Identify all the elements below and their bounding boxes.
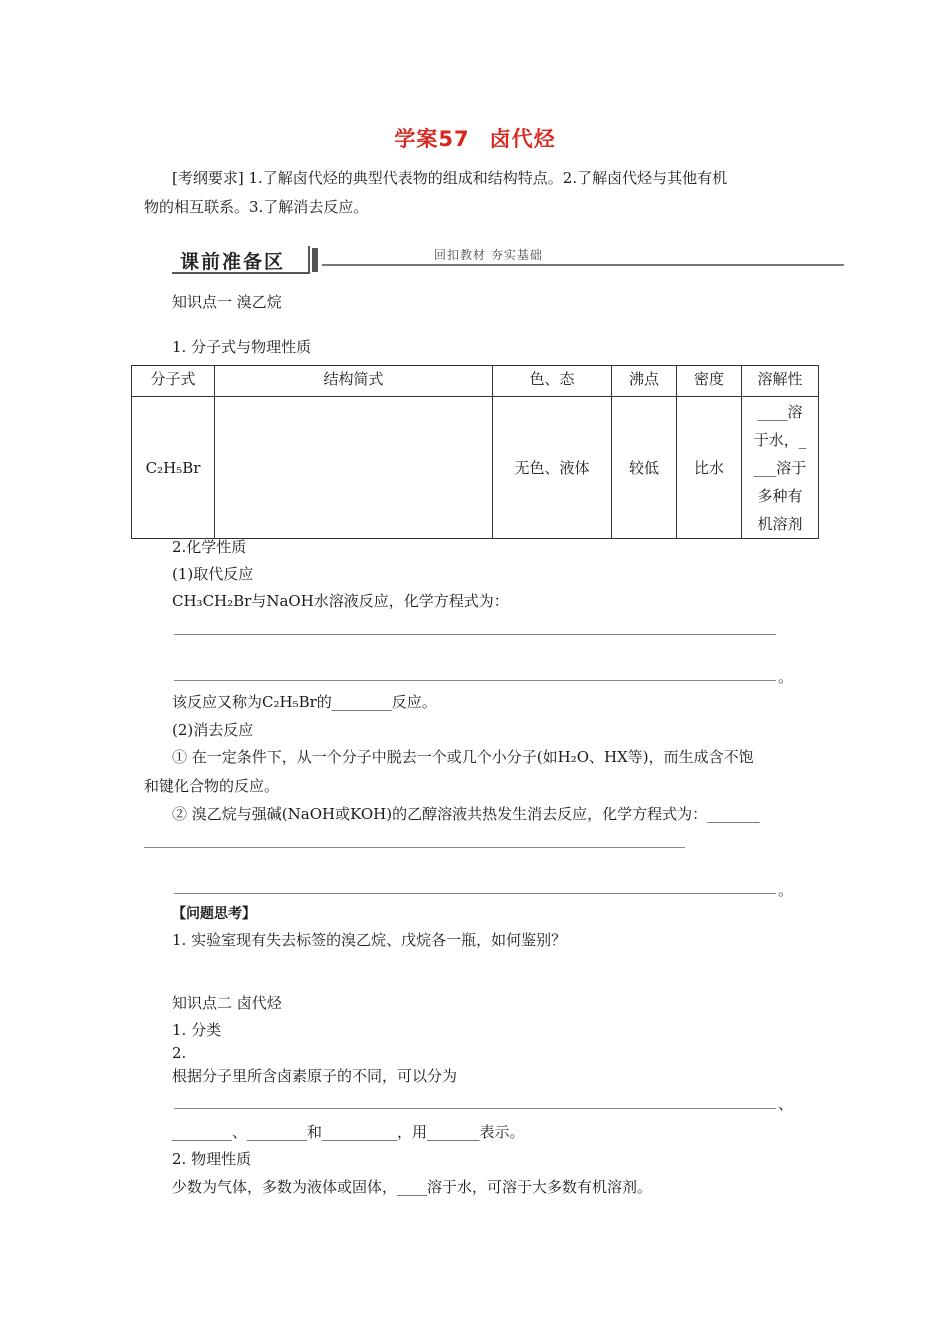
cell-formula: C₂H₅Br <box>132 397 215 539</box>
period-2: 。 <box>778 881 794 899</box>
th-formula: 分子式 <box>132 366 215 397</box>
kp1-heading: 知识点一 溴乙烷 <box>172 293 282 311</box>
table-row <box>132 397 819 539</box>
page-title: 学案57 卤代烃 <box>394 127 556 151</box>
th-color-state: 色、态 <box>493 366 612 397</box>
cell-color-state: 无色、液体 <box>493 397 612 539</box>
answer-line-5[interactable] <box>174 1108 776 1109</box>
cell-solubility: ____溶 于水，_ ___溶于 多种有 机溶剂 <box>742 397 819 539</box>
th-boiling: 沸点 <box>612 366 677 397</box>
kp1-sub1-also: 该反应又称为C₂H₅Br的________反应。 <box>172 693 437 711</box>
cell-boiling: 较低 <box>612 397 677 539</box>
kp2-heading: 知识点二 卤代烃 <box>172 994 282 1012</box>
answer-line-3[interactable] <box>144 847 685 848</box>
elimination-definition: ① 在一定条件下，从一个分子中脱去一个或几个小分子(如H₂O、HX等)，而生成含不饱 和键化合物的反应。 <box>144 748 754 795</box>
kp2-item1b: 2. <box>172 1044 187 1062</box>
cell-structure <box>215 397 493 539</box>
kp2-phys: 少数为气体，多数为液体或固体，____溶于水，可溶于大多数有机溶剂。 <box>172 1178 653 1196</box>
kp1-item1: 1. 分子式与物理性质 <box>172 338 312 356</box>
kp2-fill-line: ________、________和__________，用_______表示。 <box>172 1123 525 1141</box>
question-heading: 【问题思考】 <box>172 906 256 922</box>
kp1-eq-line: ② 溴乙烷与强碱(NaOH或KOH)的乙醇溶液共热发生消去反应，化学方程式为：_______ <box>172 805 760 823</box>
th-structure: 结构简式 <box>215 366 493 397</box>
kp2-item1: 1. 分类 <box>172 1021 222 1039</box>
cell-density: 比水 <box>677 397 742 539</box>
th-density: 密度 <box>677 366 742 397</box>
classify-comma: 、 <box>778 1095 794 1113</box>
requirements: [考纲要求] 1.了解卤代烃的典型代表物的组成和结构特点。2.了解卤代烃与其他有机 物的相互联系。3.了解消去反应。 <box>144 169 728 216</box>
kp1-sub1-text: CH₃CH₂Br与NaOH水溶液反应，化学方程式为： <box>172 592 509 610</box>
kp1-item2: 2.化学性质 <box>172 538 247 556</box>
period-1: 。 <box>778 668 794 686</box>
property-table <box>131 365 819 539</box>
answer-line-2[interactable] <box>174 680 776 681</box>
section-banner <box>172 242 844 274</box>
banner-subtitle: 回扣教材 夯实基础 <box>434 248 543 262</box>
question-1: 1. 实验室现有失去标签的溴乙烷、戊烷各一瓶，如何鉴别？ <box>172 931 567 949</box>
answer-line-1[interactable] <box>174 634 776 635</box>
banner-label: 课前准备区 <box>180 251 286 273</box>
th-solubility: 溶解性 <box>742 366 819 397</box>
table-header-row <box>132 366 819 397</box>
kp1-sub2: (2)消去反应 <box>172 721 254 739</box>
kp2-item2: 2. 物理性质 <box>172 1150 252 1168</box>
answer-line-4[interactable] <box>174 893 776 894</box>
kp1-sub1: (1)取代反应 <box>172 565 254 583</box>
kp2-classify: 根据分子里所含卤素原子的不同，可以分为 <box>172 1067 458 1085</box>
